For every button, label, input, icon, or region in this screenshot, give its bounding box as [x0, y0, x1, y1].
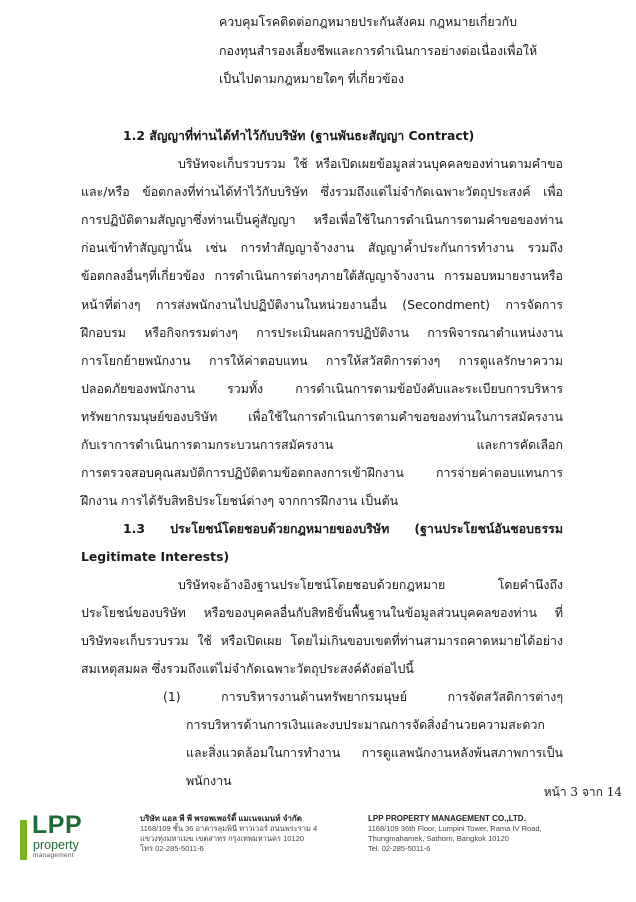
text-line: (1) การบริหารงานด้านทรัพยากรมนุษย์ การจัดสวัสดิการต่างๆ	[163, 689, 563, 704]
heading-line: Legitimate Interests)	[81, 549, 230, 564]
text-line: ปลอดภัยของพนักงาน รวมทั้ง การดำเนินการตามข้อบังคับและระเบียบการบริหาร	[81, 381, 563, 396]
logo-brand: LPP	[32, 811, 83, 839]
text-line: ฝึกอบรม หรือกิจกรรมต่างๆ การประเมินผลการปฏิบัติงาน การพิจารณาตำแหน่งงาน	[81, 325, 563, 340]
logo-bar-icon	[20, 820, 27, 860]
text-line: การบริหารด้านการเงินและงบประมาณการจัดสิ่งอำนวยความสะดวก	[186, 717, 545, 732]
logo-line1: property	[33, 838, 79, 852]
text-line: หน้าที่ต่างๆ การส่งพนักงานไปปฏิบัติงานในหน่วยงานอื่น (Secondment) การจัดการ	[81, 297, 563, 312]
text-line: สมเหตุสมผล ซึ่งรวมถึงแต่ไม่จำกัดเฉพาะวัตถุประสงค์ดังต่อไปนี้	[81, 661, 414, 676]
footer-address-thai	[140, 814, 317, 854]
company-name-thai: บริษัท แอล พี พี พรอพเพอร์ตี้ แมเนจเมนท์ จำกัด	[140, 814, 302, 823]
text-line: กองทุนสำรองเลี้ยงชีพและการดำเนินการอย่างต่อเนื่องเพื่อให้	[219, 43, 538, 58]
text-line: บริษัทจะเก็บรวบรวม ใช้ หรือเปิดเผยข้อมูลส่วนบุคคลของท่านตามคำขอ	[178, 156, 563, 171]
text-line: และสิ่งแวดล้อมในการทำงาน การดูแลพนักงานหลังพ้นสภาพการเป็น	[186, 745, 563, 760]
text-line: การปฏิบัติตามสัญญาซึ่งท่านเป็นคู่สัญญา หรือเพื่อใช้ในการดำเนินการตามคำขอของท่าน	[81, 212, 563, 227]
text-line: และ/หรือ ข้อตกลงที่ท่านได้ทำไว้กับบริษัท ซึ่งรวมถึงแต่ไม่จำกัดเฉพาะวัตถุประสงค์ เพื่อ	[81, 184, 563, 199]
text-line: บริษัทจะเก็บรวบรวม ใช้ หรือเปิดเผย โดยไม่เกินขอบเขตที่ท่านสามารถคาดหมายได้อย่าง	[81, 633, 563, 648]
text-line: ก่อนเข้าทำสัญญานั้น เช่น การทำสัญญาจ้างงาน สัญญาค้ำประกันการทำงาน รวมถึง	[81, 240, 563, 255]
logo-line2: management	[33, 852, 74, 859]
page-footer	[0, 808, 636, 902]
heading-line: 1.2 สัญญาที่ท่านได้ทำไว้กับบริษัท (ฐานพันธะสัญญา Contract)	[123, 128, 475, 143]
text-line: ทรัพยากรมนุษย์ของบริษัท เพื่อใช้ในการดำเนินการตามคำขอของท่านในการสมัครงาน	[81, 409, 563, 424]
text-line: ควบคุมโรคติดต่อกฎหมายประกันสังคม กฎหมายเกี่ยวกับ	[219, 14, 517, 29]
text-line: เป็นไปตามกฎหมายใดๆ ที่เกี่ยวข้อง	[219, 71, 404, 86]
text-line: บริษัทจะอ้างอิงฐานประโยชน์โดยชอบด้วยกฎหมาย โดยคำนึงถึง	[178, 577, 563, 592]
text-line: พนักงาน	[186, 773, 232, 788]
address-line: 1168/109 ชั้น 36 อาคารลุมพินี ทาวเวอร์ ถนนพระราม 4	[140, 824, 318, 833]
text-line: การตรวจสอบคุณสมบัติการปฏิบัติตามข้อตกลงการเข้าฝึกงาน การจ่ายค่าตอบแทนการ	[81, 465, 563, 480]
text-line: ข้อตกลงอื่นๆที่เกี่ยวข้อง การดำเนินการต่างๆภายใต้สัญญาจ้างงาน การมอบหมายงานหรือ	[81, 268, 563, 283]
phone-number: โทร 02-285-5011-6	[140, 844, 204, 853]
address-line: แขวงทุ่งมหาเมฆ เขตสาทร กรุงเทพมหานคร 10120	[140, 834, 304, 843]
page-number: หน้า 3 จาก 14	[543, 785, 622, 799]
footer-address-english	[368, 814, 542, 854]
text-line: การโยกย้ายพนักงาน การให้ค่าตอบแทน การให้สวัสดิการต่างๆ การดูแลรักษาความ	[81, 353, 563, 368]
text-line: ประโยชน์ของบริษัท หรือของบุคคลอื่นกับสิทธิขั้นพื้นฐานในข้อมูลส่วนบุคคลของท่าน ที่	[81, 605, 563, 620]
phone-number: Tel. 02-285-5011-6	[368, 844, 431, 853]
heading-line: 1.3 ประโยชน์โดยชอบด้วยกฎหมายของบริษัท (ฐานประโยชน์อันชอบธรรม	[123, 521, 563, 536]
company-name-english: LPP PROPERTY MANAGEMENT CO.,LTD.	[368, 814, 526, 823]
text-line: ฝึกงาน การได้รับสิทธิประโยชน์ต่างๆ จากการฝึกงาน เป็นต้น	[81, 493, 399, 508]
address-line: 1168/109 36th Floor, Lumpini Tower, Rama IV Road,	[368, 824, 542, 833]
text-line: กับเราการดำเนินการตามกระบวนการสมัครงาน และการคัดเลือก	[81, 437, 563, 452]
address-line: Thungmahamek, Sathorn, Bangkok 10120	[368, 834, 509, 843]
